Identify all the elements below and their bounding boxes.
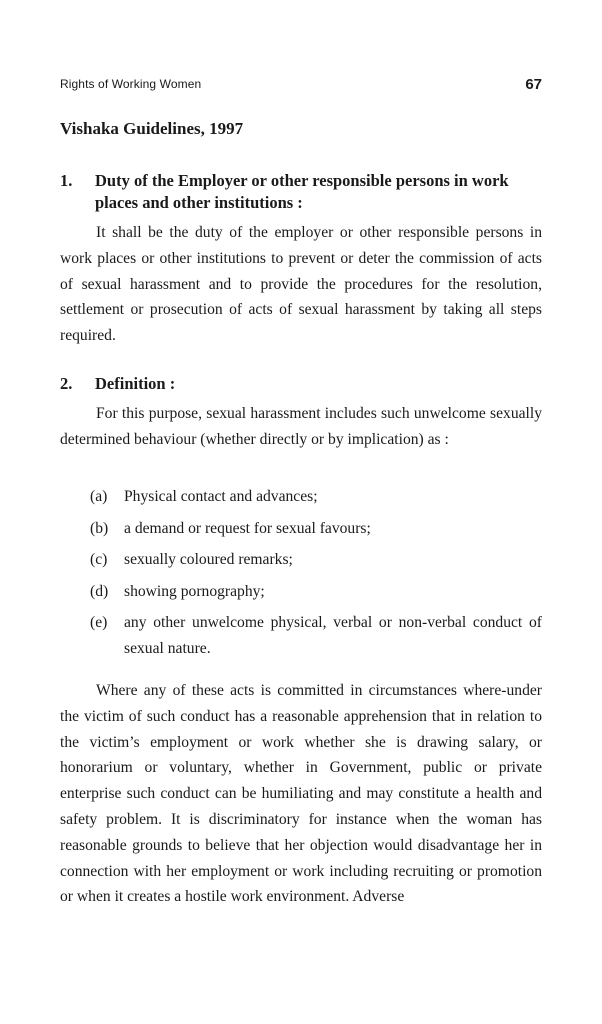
definition-list xyxy=(90,484,542,661)
list-marker: (e) xyxy=(90,614,108,631)
list-item-c xyxy=(90,547,542,573)
list-item-e xyxy=(90,610,542,661)
list-text: showing pornography; xyxy=(124,582,265,600)
list-marker: (a) xyxy=(90,488,108,505)
list-text: Physical contact and advances; xyxy=(124,488,318,505)
list-marker: (d) xyxy=(90,582,109,600)
document-title: Vishaka Guidelines, 1997 xyxy=(60,119,244,138)
list-text: a demand or request for sexual favours; xyxy=(124,519,371,537)
section-2-heading xyxy=(60,373,542,395)
section-1-number: 1. xyxy=(60,171,73,190)
running-title: Rights of Working Women xyxy=(60,77,202,91)
running-header xyxy=(60,74,542,94)
section-2-number: 2. xyxy=(60,374,73,393)
section-1-title: Duty of the Employer or other responsible persons in work places and other institutions : xyxy=(95,171,509,212)
section-2-closing-paragraph: Where any of these acts is committed in circumstances where-under the victim of such conduct has a reasonable apprehension that in relation to the victim’s employment or work whether she is drawing salary, or honorarium or voluntary, whether in Government, public or private enterprise such conduct can be humiliating and may constitute a health and safety problem. It is discriminatory for instance when the woman has reasonable grounds to believe that her objection would disadvantage her in connection with her employment or work including recruiting or promotion or when it creates a hostile work environment. Adverse xyxy=(60,682,542,906)
section-2-paragraph: For this purpose, sexual harassment includes such unwelcome sexually determined behaviour (whether directly or by implication) as : xyxy=(60,405,542,448)
list-text: any other unwelcome physical, verbal or non-verbal conduct of sexual nature. xyxy=(124,614,542,657)
list-item-a xyxy=(90,484,542,510)
list-marker: (b) xyxy=(90,519,109,537)
list-item-d xyxy=(90,579,542,605)
list-text: sexually coloured remarks; xyxy=(124,551,293,568)
section-1-heading xyxy=(60,170,542,214)
list-marker: (c) xyxy=(90,551,108,568)
section-2-title: Definition : xyxy=(95,374,176,393)
list-item-b xyxy=(90,516,542,542)
page-number: 67 xyxy=(525,75,542,93)
section-1-paragraph: It shall be the duty of the employer or other responsible persons in work places or other institutions to prevent or deter the commission of acts of sexual harassment and to provide the procedures for the resolution, settlement or prosecution of acts of sexual harassment by taking all steps required. xyxy=(60,224,542,345)
